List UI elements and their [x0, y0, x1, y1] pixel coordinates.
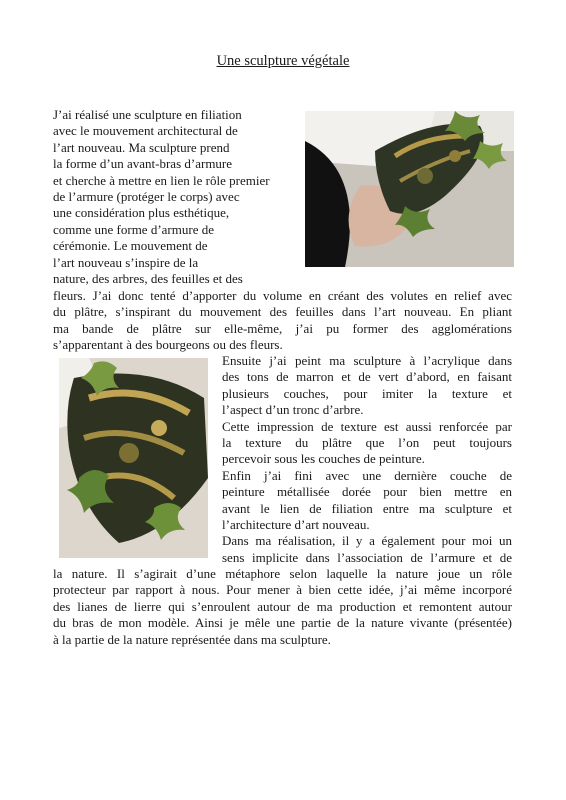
text-line: percevoir sous les couches de peinture. — [222, 451, 425, 467]
document-title: Une sculpture végétale — [216, 53, 350, 69]
paragraph-painting — [222, 353, 512, 566]
text-line: fleurs. J’ai donc tenté d’apporter du volume en créant des volutes en relief avec — [53, 288, 512, 303]
text-line: ma bande de plâtre sur elle-même, j’ai pu former des agglomérations — [53, 320, 512, 336]
text-line: la forme d’un avant-bras d’armure — [53, 156, 233, 172]
text-line: l’art nouveau. Ma sculpture prend — [53, 139, 230, 155]
text-line: du bras de mon modèle. Ainsi je mêle une partie de la nature vivante (présentée) — [53, 615, 512, 631]
text-line: sens implicite dans l’association de l’armure et de — [222, 549, 512, 565]
armor-arm-photo — [305, 111, 514, 267]
text-line: protecteur par rapport à nous. Pour mener à bien cette idée, j’ai même incorporé — [53, 582, 512, 598]
text-line: des lianes de lierre qui s’enroulent autour de ma production et remontent autour — [53, 598, 512, 614]
text-line: avant le lien de filiation entre ma sculpture et — [222, 500, 512, 516]
text-line: l’aspect d’un tronc d’arbre. — [222, 402, 364, 418]
armor-detail-photo — [59, 358, 208, 558]
paragraph-metaphor — [53, 566, 512, 648]
text-line: Dans ma réalisation, il y a également pour moi un — [222, 533, 512, 549]
text-line: de l’armure (protéger le corps) avec — [53, 189, 240, 205]
text-line: plusieurs couches, pour imiter la texture et — [222, 385, 512, 401]
text-line: la texture du plâtre que l’on peut toujours — [222, 435, 512, 451]
paragraph-volutes — [53, 288, 512, 354]
text-line: avec le mouvement architectural de — [53, 123, 238, 139]
text-line: peinture métallisée dorée pour bien mettre en — [222, 484, 512, 500]
text-line: et cherche à mettre en lien le rôle premier — [53, 172, 270, 188]
text-line: Cette impression de texture est aussi renforcée par — [222, 418, 512, 434]
text-line: l’architecture d’art nouveau. — [222, 517, 370, 533]
text-line: l’art nouveau s’inspire de la — [53, 254, 199, 270]
text-line: s’apparentant à des bourgeons ou des fleurs. — [53, 337, 283, 353]
text-line: Enfin j’ai fini avec une dernière couche de — [222, 467, 512, 483]
text-line: Ensuite j’ai peint ma sculpture à l’acrylique dans — [222, 353, 512, 368]
text-line: la nature. Il s’agirait d’une métaphore selon laquelle la nature joue un rôle — [53, 566, 512, 581]
text-line: cérémonie. Le mouvement de — [53, 238, 208, 254]
text-line: du plâtre, s’inspirant du mouvement des feuilles dans l’art nouveau. En pliant — [53, 304, 512, 320]
text-line: à la partie de la nature représentée dans ma sculpture. — [53, 631, 331, 647]
text-line: nature, des arbres, des feuilles et des — [53, 271, 243, 287]
text-line: des tons de marron et de vert d’abord, en faisant — [222, 369, 512, 385]
text-line: comme une forme d’armure de — [53, 221, 214, 237]
paragraph-intro — [53, 107, 293, 287]
text-line: une considération plus esthétique, — [53, 205, 230, 221]
text-line: J’ai réalisé une sculpture en filiation — [53, 107, 242, 122]
